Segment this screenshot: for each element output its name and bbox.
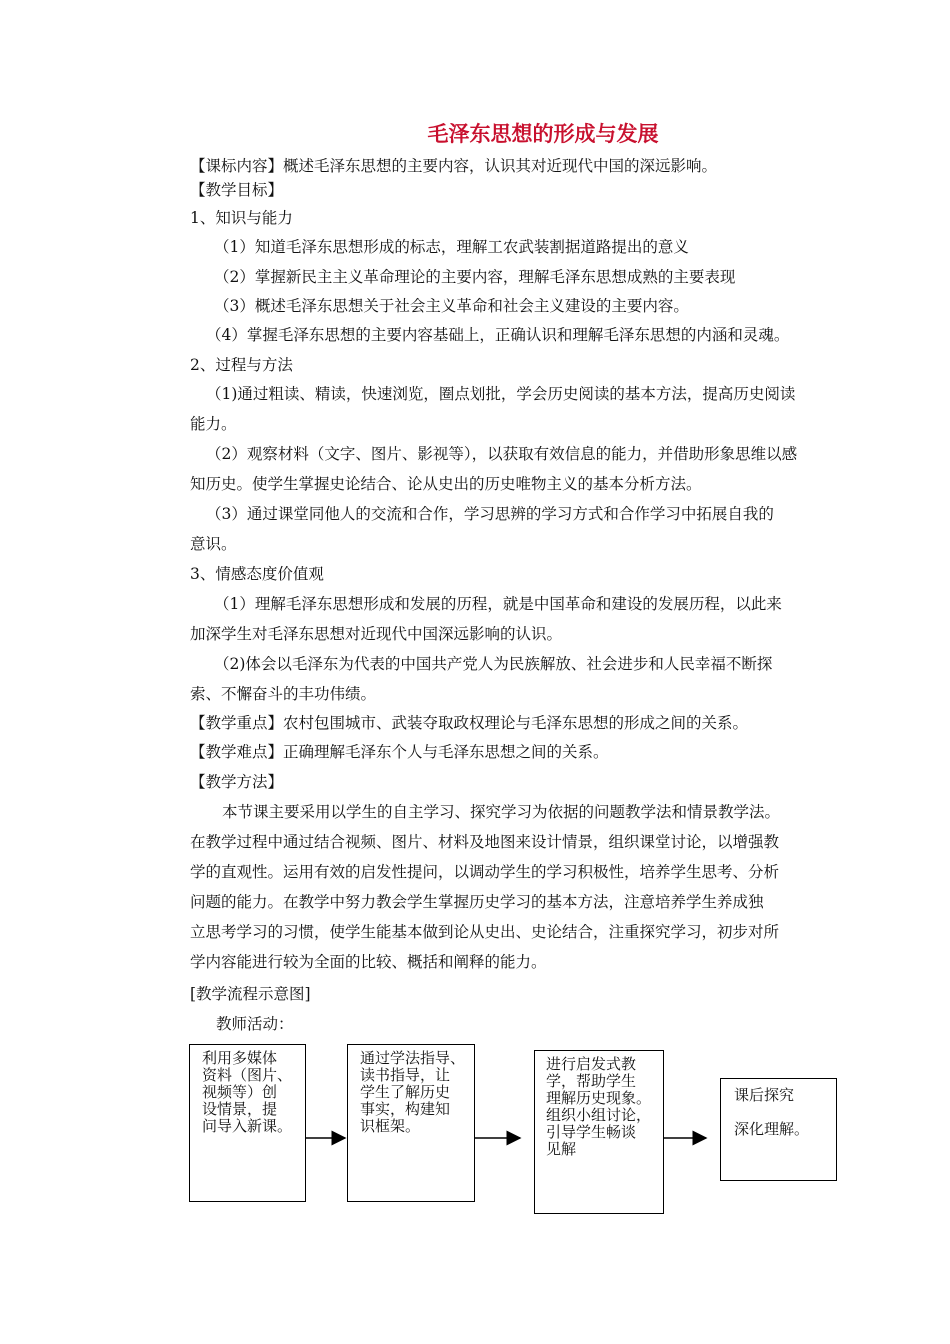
- objective-item: （2）掌握新民主主义革命理论的主要内容，理解毛泽东思想成熟的主要表现: [214, 268, 736, 286]
- subheading-values: 3、情感态度价值观: [190, 565, 324, 583]
- values-item-cont: 索、不懈奋斗的丰功伟绩。: [190, 685, 377, 703]
- flowchart-heading: [教学流程示意图]: [190, 985, 311, 1003]
- method-paragraph: 在教学过程中通过结合视频、图片、材料及地图来设计情景，组织课堂讨论，以增强教: [190, 833, 780, 851]
- process-item-cont: 意识。: [190, 535, 237, 553]
- flow-box-4-text: 课后探究 深化理解。: [734, 1086, 810, 1138]
- process-item-cont: 能力。: [190, 415, 237, 433]
- values-item-cont: 加深学生对毛泽东思想对近现代中国深远影响的认识。: [190, 625, 563, 643]
- section-heading-method: 【教学方法】: [190, 773, 284, 791]
- objective-item: （3）概述毛泽东思想关于社会主义革命和社会主义建设的主要内容。: [214, 297, 689, 315]
- process-item: （1)通过粗读、精读，快速浏览，圈点划批，学会历史阅读的基本方法，提高历史阅读: [206, 385, 796, 403]
- teaching-difficulty: 【教学难点】正确理解毛泽东个人与毛泽东思想之间的关系。: [190, 743, 609, 761]
- values-item: （2)体会以毛泽东为代表的中国共产党人为民族解放、社会进步和人民幸福不断探: [214, 655, 773, 673]
- flow-box-2-text: 通过学法指导、 读书指导，让 学生了解历史 事实，构建知 识框架。: [360, 1049, 466, 1135]
- flow-box-1-text: 利用多媒体 资料（图片、 视频等）创 设情景，提 问导入新课。: [202, 1049, 293, 1135]
- objective-item: （4）掌握毛泽东思想的主要内容基础上，正确认识和理解毛泽东思想的内涵和灵魂。: [206, 326, 790, 344]
- objective-item: （1）知道毛泽东思想形成的标志，理解工农武装割据道路提出的意义: [214, 238, 689, 256]
- process-item: （2）观察材料（文字、图片、影视等），以获取有效信息的能力，并借助形象思维以感: [206, 445, 798, 463]
- values-item: （1）理解毛泽东思想形成和发展的历程，就是中国革命和建设的发展历程，以此来: [214, 595, 782, 613]
- process-item-cont: 知历史。使学生掌握史论结合、论从史出的历史唯物主义的基本分析方法。: [190, 475, 702, 493]
- curriculum-content: 【课标内容】概述毛泽东思想的主要内容，认识其对近现代中国的深远影响。: [190, 157, 718, 175]
- subheading-process: 2、过程与方法: [190, 356, 293, 374]
- flow-box-3-text: 进行启发式教 学，帮助学生 理解历史现象。 组织小组讨论， 引导学生畅谈 见解: [546, 1055, 652, 1158]
- teaching-focus: 【教学重点】农村包围城市、武装夺取政权理论与毛泽东思想的形成之间的关系。: [190, 714, 749, 732]
- section-heading-objectives: 【教学目标】: [190, 181, 284, 199]
- document-title: 毛泽东思想的形成与发展: [427, 121, 659, 146]
- method-paragraph: 问题的能力。在教学中努力教会学生掌握历史学习的基本方法，注意培养学生养成独: [190, 893, 764, 911]
- method-paragraph: 学的直观性。运用有效的启发性提问，以调动学生的学习积极性，培养学生思考、分析: [190, 863, 780, 881]
- method-paragraph: 立思考学习的习惯，使学生能基本做到论从史出、史论结合，注重探究学习，初步对所: [190, 923, 780, 941]
- method-paragraph: 学内容能进行较为全面的比较、概括和阐释的能力。: [190, 953, 547, 971]
- process-item: （3）通过课堂同他人的交流和合作，学习思辨的学习方式和合作学习中拓展自我的: [206, 505, 774, 523]
- method-paragraph: 本节课主要采用以学生的自主学习、探究学习为依据的问题教学法和情景教学法。: [222, 803, 781, 821]
- subheading-knowledge: 1、知识与能力: [190, 209, 293, 227]
- teacher-activity-label: 教师活动：: [216, 1015, 294, 1033]
